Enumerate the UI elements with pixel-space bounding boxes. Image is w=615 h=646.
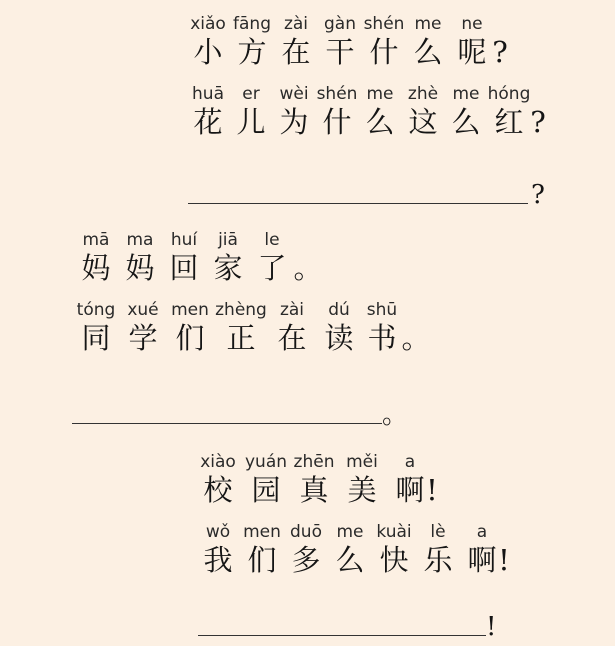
answer-blank-1[interactable]	[188, 180, 548, 210]
hanzi: 同	[81, 321, 111, 355]
hanzi: 了	[257, 251, 287, 285]
blank-end-punctuation: 。	[382, 400, 409, 430]
hanzi: 妈	[81, 251, 111, 285]
hanzi: 为	[279, 105, 309, 139]
hanzi: 什	[322, 105, 352, 139]
hanzi: 小	[193, 35, 223, 69]
hanzi: 乐	[423, 543, 453, 577]
hanzi: 么	[365, 105, 395, 139]
pinyin: er	[242, 84, 260, 104]
hanzi: 多	[291, 543, 321, 577]
pinyin: me	[336, 522, 364, 542]
hanzi: 园	[251, 473, 281, 507]
pinyin: zài	[279, 300, 305, 320]
pinyin: zhè	[407, 84, 439, 104]
hanzi: 什	[369, 35, 399, 69]
hanzi: 么	[413, 35, 443, 69]
hanzi: 啊	[395, 473, 425, 507]
pinyin: a	[476, 522, 488, 542]
pinyin: lè	[430, 522, 446, 542]
pinyin: me	[414, 14, 442, 34]
hanzi: 校	[203, 473, 233, 507]
pinyin: xué	[127, 300, 159, 320]
pinyin: dú	[328, 300, 350, 320]
pinyin: fāng	[233, 14, 271, 34]
pinyin: kuài	[376, 522, 412, 542]
pinyin: zhèng	[215, 300, 267, 320]
hanzi: 在	[281, 35, 311, 69]
blank-underline[interactable]	[188, 203, 528, 204]
pinyin: wèi	[279, 84, 309, 104]
pinyin: gàn	[324, 14, 356, 34]
pinyin: huā	[192, 84, 224, 104]
hanzi: 书	[367, 321, 397, 355]
blank-underline[interactable]	[198, 635, 486, 636]
punctuation: !	[426, 473, 438, 507]
hanzi: 正	[226, 321, 256, 355]
punctuation: 。	[401, 321, 431, 355]
pinyin: xiào	[200, 452, 236, 472]
pinyin: me	[452, 84, 480, 104]
blank-underline[interactable]	[72, 423, 382, 424]
hanzi: 家	[213, 251, 243, 285]
answer-blank-2[interactable]	[72, 400, 412, 430]
hanzi: 呢	[457, 35, 487, 69]
pinyin: huí	[170, 230, 198, 250]
hanzi: 啊	[467, 543, 497, 577]
hanzi: 花	[193, 105, 223, 139]
hanzi: 么	[451, 105, 481, 139]
pinyin: wǒ	[205, 522, 231, 542]
punctuation: 。	[293, 251, 323, 285]
pinyin: jiā	[218, 230, 238, 250]
pinyin: hóng	[487, 84, 531, 104]
punctuation: ?	[530, 105, 546, 139]
hanzi: 美	[347, 473, 377, 507]
pinyin: zài	[283, 14, 309, 34]
hanzi: 回	[169, 251, 199, 285]
pinyin: shén	[316, 84, 358, 104]
pinyin: xiǎo	[190, 14, 226, 34]
hanzi: 红	[494, 105, 524, 139]
hanzi: 方	[237, 35, 267, 69]
pinyin: měi	[346, 452, 378, 472]
pinyin: men	[171, 300, 209, 320]
blank-end-punctuation: ?	[531, 180, 545, 210]
hanzi: 儿	[236, 105, 266, 139]
hanzi: 在	[277, 321, 307, 355]
hanzi: 们	[175, 321, 205, 355]
hanzi: 么	[335, 543, 365, 577]
pinyin: me	[366, 84, 394, 104]
hanzi: 干	[325, 35, 355, 69]
pinyin: yuán	[244, 452, 288, 472]
hanzi: 读	[324, 321, 354, 355]
punctuation: ?	[492, 35, 508, 69]
hanzi: 妈	[125, 251, 155, 285]
pinyin: men	[243, 522, 281, 542]
punctuation: !	[498, 543, 510, 577]
pinyin: zhēn	[293, 452, 335, 472]
pinyin: a	[404, 452, 416, 472]
pinyin: shū	[366, 300, 398, 320]
hanzi: 们	[247, 543, 277, 577]
pinyin: ne	[461, 14, 483, 34]
hanzi: 真	[299, 473, 329, 507]
pinyin: le	[264, 230, 280, 250]
blank-end-punctuation: !	[486, 612, 497, 642]
pinyin: ma	[126, 230, 154, 250]
pinyin: shén	[363, 14, 405, 34]
hanzi: 快	[379, 543, 409, 577]
hanzi: 这	[408, 105, 438, 139]
hanzi: 我	[203, 543, 233, 577]
pinyin: duō	[290, 522, 322, 542]
pinyin: mā	[82, 230, 110, 250]
hanzi: 学	[128, 321, 158, 355]
answer-blank-3[interactable]	[198, 612, 518, 642]
pinyin: tóng	[76, 300, 116, 320]
